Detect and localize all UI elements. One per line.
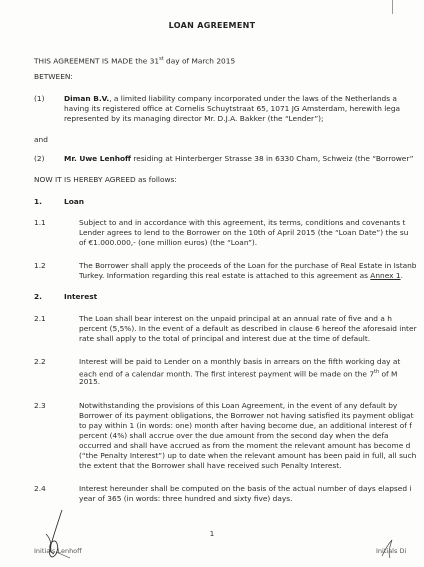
page-number: 1 xyxy=(209,530,215,538)
between-label: BETWEEN: xyxy=(34,72,73,81)
party-number: (2) xyxy=(34,154,45,163)
party-line: represented by its managing director Mr. D.J.A. Bakker (the “Lender”); xyxy=(64,114,324,123)
clause-line: (“the Penalty Interest”) up to date when the relevant amount has been paid in full, all such xyxy=(79,451,417,460)
clause-text: each end of a calendar month. The first interest payment will be made on the 7 xyxy=(79,369,375,379)
clause-number: 2.1 xyxy=(34,314,46,323)
clause-line: Interest hereunder shall be computed on the basis of the actual number of days elapsed i xyxy=(79,484,412,493)
clause-number: 2.3 xyxy=(34,401,46,410)
section-number: 2. xyxy=(34,292,42,301)
clause-line: the extent that the Borrower shall have received such Penalty Interest. xyxy=(79,461,342,470)
clause-line: percent (4%) shall accrue over the due amount from the second day when the defa xyxy=(79,431,389,440)
clause-number: 1.1 xyxy=(34,218,46,227)
initials-left: Initials Lenhoff xyxy=(34,547,82,555)
section-number: 1. xyxy=(34,197,42,206)
party-text: , a limited liability company incorporated under the laws of the Netherlands a xyxy=(109,94,397,103)
clause-sup: th xyxy=(374,369,380,375)
party-line: having its registered office at Cornelis Schuytstraat 65, 1071 JG Amsterdam, herewith lega xyxy=(64,104,401,113)
annex-reference: Annex 1 xyxy=(370,271,401,280)
initials-right: Initials Di xyxy=(376,547,407,555)
clause-number: 2.4 xyxy=(34,484,46,493)
clause-line: Lender agrees to lend to the Borrower on the 10th of April 2015 (the “Loan Date”) the su xyxy=(79,228,409,237)
party-name: Diman B.V. xyxy=(64,94,110,103)
clause-line: Interest will be paid to Lender on a monthly basis in arrears on the fifth working day at xyxy=(79,357,401,366)
clause-text: . xyxy=(400,271,403,280)
clause-line: percent (5,5%). In the event of a default as described in clause 6 hereof the aforesaid inter xyxy=(79,324,417,333)
clause-line: to pay within 1 (in words: one) month after having become due, an additional interest of f xyxy=(79,421,412,430)
party-line xyxy=(64,94,397,105)
clause-line: 2015. xyxy=(79,377,101,386)
party-text: residing at Hinterberger Strasse 38 in 6330 Cham, Schweiz (the “Borrower” xyxy=(131,154,414,163)
signature-lenhoff xyxy=(36,508,76,564)
section-heading: Interest xyxy=(64,292,98,301)
clause-line: Notwithstanding the provisions of this Loan Agreement, in the event of any default by xyxy=(79,401,398,410)
clause-number: 2.2 xyxy=(34,357,46,366)
and-label: and xyxy=(34,135,48,144)
agreement-date-line xyxy=(34,54,235,67)
party-name: Mr. Uwe Lenhoff xyxy=(64,154,132,163)
clause-line: rate shall apply to the total of principal and interest due at the time of default. xyxy=(79,334,371,343)
party-number: (1) xyxy=(34,94,45,103)
made-sup: st xyxy=(159,56,164,62)
clause-line xyxy=(79,271,403,282)
agreed-line: NOW IT IS HEREBY AGREED as follows: xyxy=(34,175,177,184)
clause-line: Subject to and in accordance with this agreement, its terms, conditions and covenants t xyxy=(79,218,406,227)
document-title: LOAN AGREEMENT xyxy=(168,21,256,30)
made-prefix: THIS AGREEMENT IS MADE the 31 xyxy=(34,56,160,66)
section-heading: Loan xyxy=(64,197,85,206)
clause-number: 1.2 xyxy=(34,261,46,270)
clause-line: occurred and shall have accrued as from the moment the relevant amount has become d xyxy=(79,441,411,450)
clause-line: of €1.000.000,- (one million euros) (the “Loan”). xyxy=(79,238,258,247)
margin-mark xyxy=(392,0,393,14)
clause-line: year of 365 (in words: three hundred and sixty five) days. xyxy=(79,494,293,503)
clause-line: The Borrower shall apply the proceeds of the Loan for the purchase of Real Estate in Istanb xyxy=(79,261,417,270)
clause-line xyxy=(79,367,397,380)
clause-line: Borrower of its payment obligations, the Borrower not having satisfied its payment obligat xyxy=(79,411,414,420)
party-line xyxy=(64,154,414,165)
clause-text: Turkey. Information regarding this real estate is attached to this agreement as xyxy=(79,271,371,280)
made-suffix: day of March 2015 xyxy=(163,56,236,66)
clause-line: The Loan shall bear interest on the unpaid principal at an annual rate of five and a h xyxy=(79,314,392,323)
clause-text: of M xyxy=(379,369,398,379)
